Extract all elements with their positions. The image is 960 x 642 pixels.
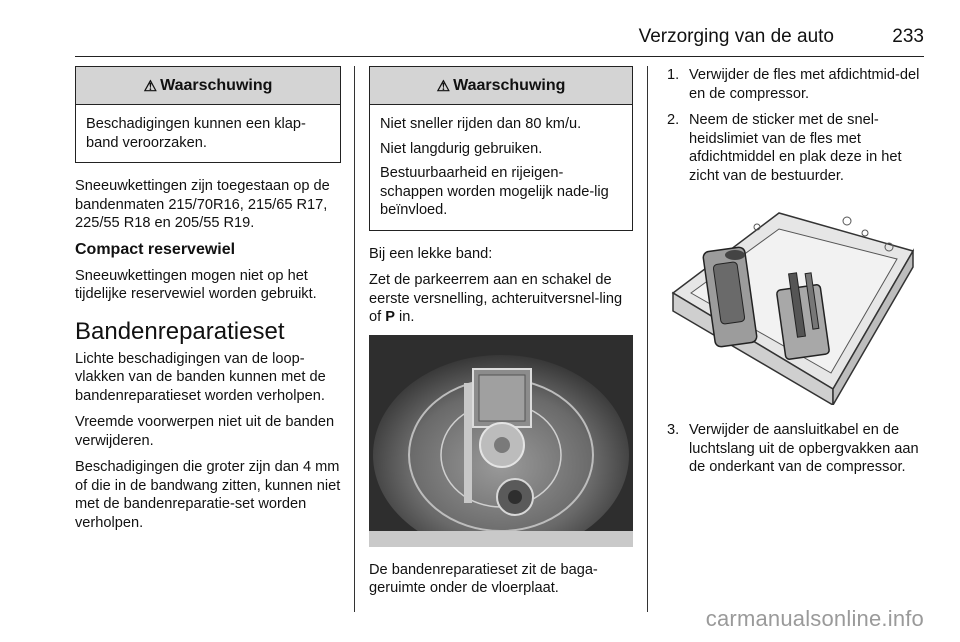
flat-tire-label: Bij een lekke band: — [369, 245, 493, 262]
list-item — [661, 111, 925, 185]
warning-triangle-icon: ⚠ — [143, 77, 158, 95]
warning-header — [370, 67, 632, 105]
warning-text: Beschadigingen kunnen een klap-band veroorzaken. — [86, 116, 306, 151]
repair-kit-paragraph-3: Beschadigingen die groter zijn dan 4 mm of die in de bandwang zitten, kunnen niet met de bandenreparatie-set worden verholpen. — [75, 459, 341, 531]
step-text: Neem de sticker met de snel-heidslimiet van de fles met afdichtmiddel en plak deze in het zicht van de bestuurder. — [689, 112, 902, 184]
compact-spare-paragraph: Sneeuwkettingen mogen niet op het tijdelijke reservewiel worden gebruikt. — [75, 267, 317, 302]
step-number: 2. — [667, 112, 680, 128]
step-number: 3. — [667, 422, 680, 438]
step-text: Verwijder de aansluitkabel en de luchtslang uit de opbergvakken aan de onderkant van de compressor. — [689, 422, 919, 475]
header-rule — [75, 56, 924, 57]
repair-kit-paragraph-1: Lichte beschadigingen van de loop-vlakken van de banden kunnen met de bandenreparatieset worden verholpen. — [75, 350, 326, 404]
list-item — [661, 66, 925, 103]
column-right — [661, 66, 925, 485]
repair-kit-paragraph-2: Vreemde voorwerpen niet uit de banden verwijderen. — [75, 414, 335, 449]
warning-header — [76, 67, 340, 105]
list-item — [661, 421, 925, 477]
warning-body — [370, 105, 632, 230]
gear-p-label: P — [385, 309, 395, 325]
column-divider — [354, 66, 355, 612]
warning-line: Bestuurbaarheid en rijeigen-schappen worden mogelijk nade-lig beïnvloed. — [380, 165, 609, 218]
compact-spare-heading: Compact reservewiel — [75, 240, 236, 258]
trunk-photo-illustration — [369, 335, 633, 547]
photo-caption: De bandenreparatieset zit de baga-geruimte onder de vloerplaat. — [369, 561, 598, 596]
warning-body — [76, 105, 340, 162]
warning-line: Niet sneller rijden dan 80 km/u. — [380, 116, 582, 132]
repair-kit-illustration — [661, 193, 925, 405]
steps-list-continued — [661, 421, 925, 477]
page-header — [75, 22, 924, 56]
section-heading: Bandenreparatieset — [75, 317, 285, 345]
column-divider — [647, 66, 648, 612]
warning-triangle-icon: ⚠ — [436, 77, 451, 95]
instruction-paragraph — [369, 271, 633, 327]
trunk-photo — [369, 335, 633, 547]
warning-box — [369, 66, 633, 231]
snow-chains-paragraph: Sneeuwkettingen zijn toegestaan op de bandenmaten 215/70R16, 215/65 R17, 225/55 R18 en 205/55 R19. — [75, 178, 330, 231]
warning-title: Waarschuwing — [160, 76, 273, 94]
warning-title: Waarschuwing — [453, 76, 566, 94]
repair-kit-drawing — [661, 193, 925, 405]
page-number: 233 — [892, 26, 924, 47]
instruction-text-end: in. — [394, 309, 415, 325]
step-number: 1. — [667, 67, 680, 83]
warning-box — [75, 66, 341, 163]
warning-line: Niet langdurig gebruiken. — [380, 140, 543, 157]
column-middle — [369, 66, 633, 606]
step-text: Verwijder de fles met afdichtmid-del en de compressor. — [689, 67, 920, 102]
page-title: Verzorging van de auto — [638, 26, 834, 47]
watermark: carmanualsonline.info — [705, 606, 924, 631]
steps-list — [661, 66, 925, 185]
column-left — [75, 66, 341, 540]
instruction-text: Zet de parkeerrem aan en schakel de eerste versnelling, achteruitversnel-ling of — [369, 272, 623, 325]
